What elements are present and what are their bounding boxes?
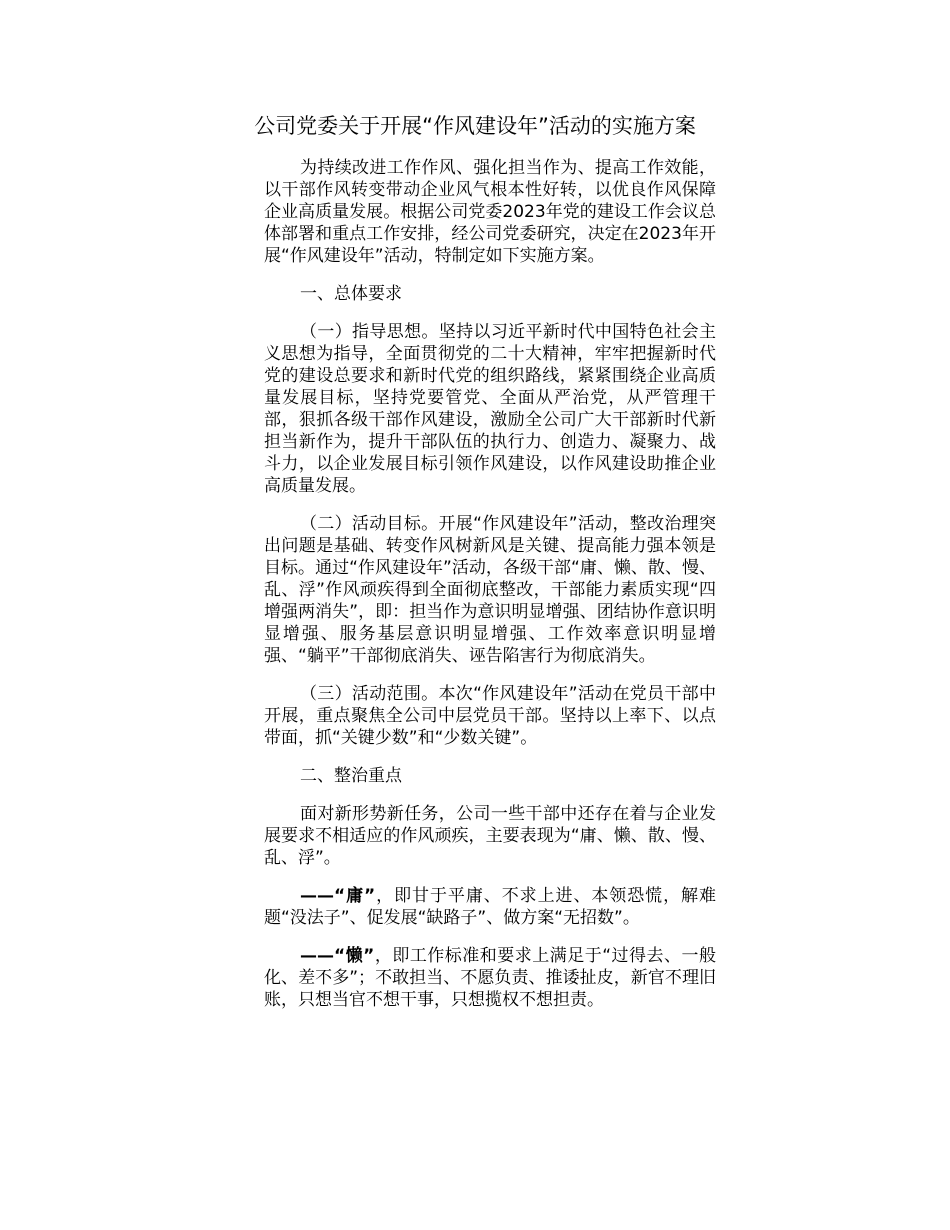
- mediocrity-item: [264, 885, 716, 929]
- laziness-lead: ——“懒”: [300, 946, 375, 966]
- activity-scope-paragraph: （三）活动范围。本次“作风建设年”活动在党员干部中开展，重点聚焦全公司中层党员干部。坚持以上率下、以点带面，抓“关键少数”和“少数关键”。: [264, 684, 716, 748]
- rectification-intro-paragraph: 面对新形势新任务，公司一些干部中还存在着与企业发展要求不相适应的作风顽疾，主要表现为“庸、懒、散、慢、乱、浮”。: [264, 804, 716, 868]
- guiding-ideology-paragraph: （一）指导思想。坚持以习近平新时代中国特色社会主义思想为指导，全面贯彻党的二十大精神，牢牢把握新时代党的建设总要求和新时代党的组织路线，紧紧围绕企业高质量发展目标，坚持党要管党、全面从严治党，从严管理干部，狠抓各级干部作风建设，激励全公司广大干部新时代新担当新作为，提升干部队伍的执行力、创造力、凝聚力、战斗力，以企业发展目标引领作风建设，以作风建设助推企业高质量发展。: [264, 322, 716, 496]
- document-body: [264, 157, 716, 1027]
- activity-goals-paragraph: （二）活动目标。开展“作风建设年”活动，整改治理突出问题是基础、转变作风树新风是关键、提高能力强本领是目标。通过“作风建设年”活动，各级干部“庸、懒、散、慢、乱、浮”作风顽疾得到全面彻底整改，干部能力素质实现“四增强两消失”，即：担当作为意识明显增强、团结协作意识明显增强、服务基层意识明显增强、工作效率意识明显增强、“躺平”干部彻底消失、诬告陷害行为彻底消失。: [264, 514, 716, 666]
- section-1-heading: 一、总体要求: [300, 284, 402, 304]
- laziness-text: ，即工作标准和要求上满足于“过得去、一般化、差不多”；不敢担当、不愿负责、推诿扯皮，新官不理旧账，只想当官不想干事，只想揽权不想担责。: [264, 946, 716, 1010]
- intro-paragraph: 为持续改进工作作风、强化担当作为、提高工作效能，以干部作风转变带动企业风气根本性好转，以优良作风保障企业高质量发展。根据公司党委2023年党的建设工作会议总体部署和重点工作安排，经公司党委研究，决定在2023年开展“作风建设年”活动，特制定如下实施方案。: [264, 158, 716, 266]
- section-2-heading: 二、整治重点: [300, 766, 402, 786]
- laziness-item: [264, 945, 716, 1011]
- document-title: 公司党委关于开展“作风建设年”活动的实施方案: [254, 114, 696, 138]
- mediocrity-text: ，即甘于平庸、不求上进、本领恐慌，解难题“没法子”、促发展“缺路子”、做方案“无招数”。: [264, 886, 716, 928]
- mediocrity-lead: ——“庸”: [300, 886, 376, 906]
